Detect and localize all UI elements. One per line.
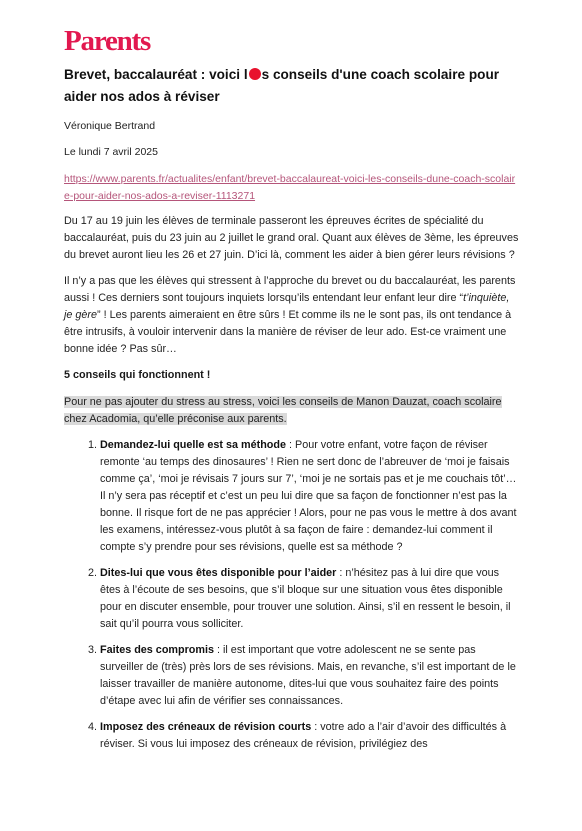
title-part-1: Brevet, baccalauréat : voici l [64, 67, 248, 82]
list-item [100, 719, 520, 753]
tips-list [64, 437, 520, 753]
article-author: Véronique Bertrand [64, 120, 156, 132]
tip-title: Demandez-lui quelle est sa méthode [100, 439, 286, 451]
parents-logo: Parents [64, 25, 151, 57]
section-heading: 5 conseils qui fonctionnent ! [64, 369, 211, 381]
paragraph-parents-stress [64, 273, 520, 358]
article-url-link[interactable]: https://www.parents.fr/actualites/enfant/brevet-baccalaureat-voici-les-conseils-dune-coach-scolaire-pour-aider-nos-ados-a-reviser-1113271 [64, 173, 516, 202]
article-date: Le lundi 7 avril 2025 [64, 146, 158, 158]
highlighted-intro [64, 394, 520, 428]
article-title [64, 64, 520, 108]
quote-italic: t’inquiète, je gère [64, 292, 510, 321]
tip-text: : votre ado a l’air d’avoir des difficultés à réviser. Si vous lui imposez des créneaux de révision, privilégiez des [100, 721, 507, 750]
tip-title: Imposez des créneaux de révision courts [100, 721, 312, 733]
tip-text: : n’hésitez pas à lui dire que vous êtes à l’écoute de ses besoins, que s’il bloque sur une situation vous êtes disponible pour en discuter ensemble, pour trouver une solution. Ainsi, s’il en ressent le besoin, il sait qu’il pourra vous solliciter. [100, 567, 511, 630]
list-item [100, 642, 520, 710]
red-dot-marker-icon [249, 68, 261, 80]
paragraph-text-a: Il n’y a pas que les élèves qui stressent à l’approche du brevet ou du baccalauréat, les parents aussi ! Ces derniers sont toujours inquiets lorsqu’ils entendant leur enfant leur dire “ [64, 275, 516, 304]
paragraph-intro: Du 17 au 19 juin les élèves de terminale passeront les épreuves écrites de spécialité du baccalauréat, puis du 23 juin au 2 juillet le grand oral. Quant aux élèves de 3ème, les épreuves du brevet auront lieu les 26 et 27 juin. D’ici là, comment les aider à bien gérer leurs révisions ? [64, 215, 519, 261]
list-item [100, 437, 520, 556]
tip-title: Dites-lui que vous êtes disponible pour l’aider [100, 567, 337, 579]
tip-text: : Pour votre enfant, votre façon de réviser remonte ‘au temps des dinosaures’ ! Rien ne sert donc de l’abreuver de ‘moi je faisais comme ça’, ‘moi je révisais 7 jours sur 7’, ‘moi je ne sortais pas et je me couchais tôt’… Il n’y sera pas réceptif et c’est un peu lui dire que sa façon de fonctionner n’est pas la bonne. Il risque fort de ne pas apprécier ! Alors, pour ne pas vous le mettre à dos avant les examens, intéressez-vous plutôt à sa façon de faire : demandez-lui comment il compte s’y prendre pour ses révisions, quelle est sa méthode ? [100, 439, 517, 553]
document-page [64, 26, 520, 762]
title-part-2: s conseils d'une coach scolaire pour aider nos ados à réviser [64, 67, 500, 104]
tip-title: Faites des compromis [100, 644, 215, 656]
tip-text: : il est important que votre adolescent ne se sente pas surveiller de (très) près lors de ses révisions. Mais, en revanche, s’il est important de le laisser travailler de manière autonome, dites-lui que vous souhaitez faire des points d’étape avec lui afin de vérifier ses connaissances. [100, 644, 516, 707]
highlighted-text: Pour ne pas ajouter du stress au stress, voici les conseils de Manon Dauzat, coach scolaire chez Acadomia, qu’elle préconise aux parents. [64, 396, 502, 425]
paragraph-text-b: ” ! Les parents aimeraient en être sûrs ! Et comme ils ne le sont pas, ils ont tendance à être intrusifs, à vouloir intervenir dans la manière de réviser de leur ado. Est-ce vraiment une bonne idée ? Pas sûr… [64, 309, 512, 355]
list-item [100, 565, 520, 633]
